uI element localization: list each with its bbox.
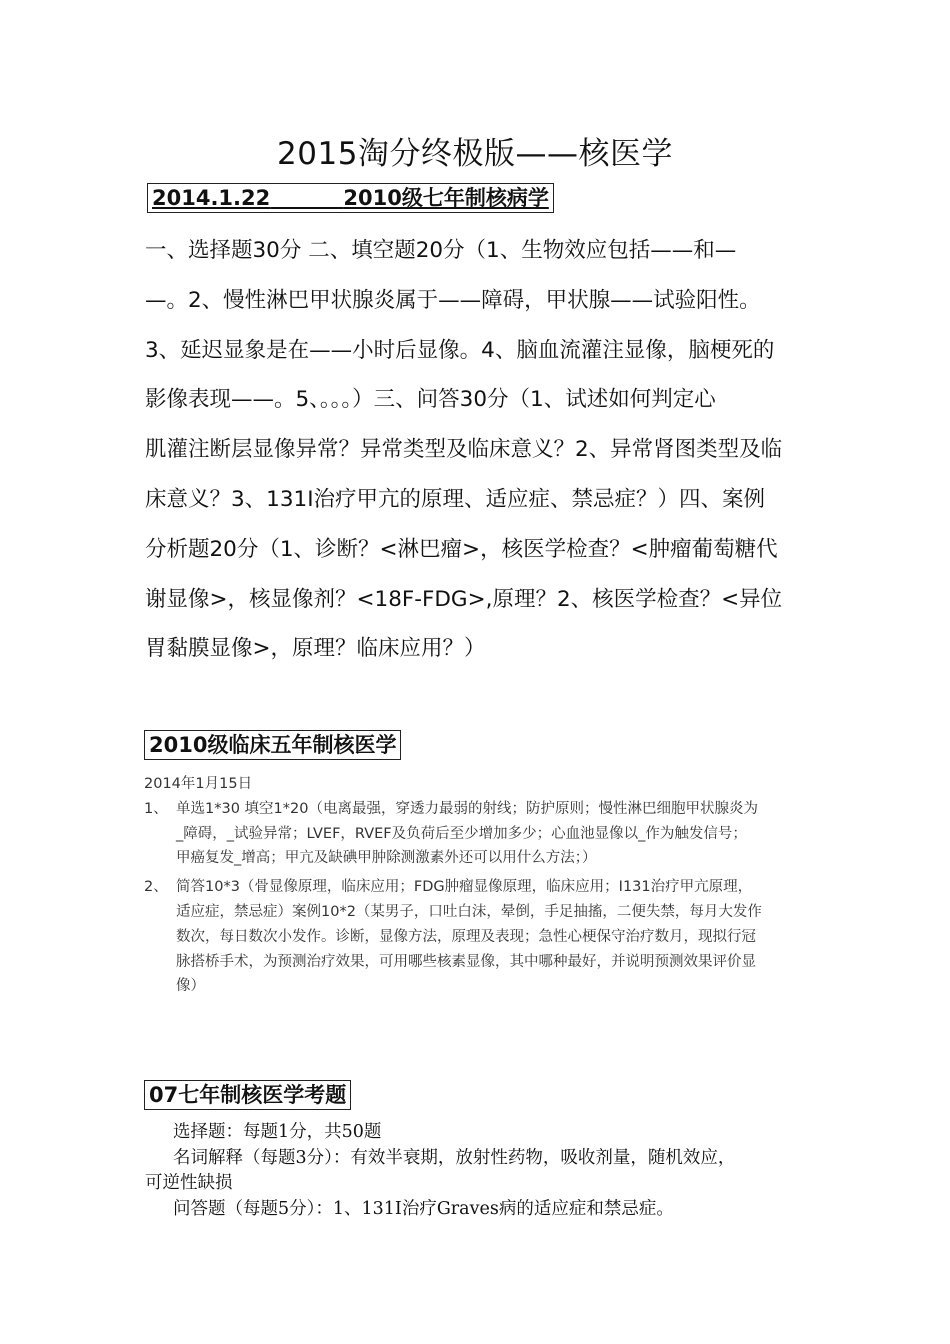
section1-line: 3、延迟显象是在——小时后显像。4、脑血流灌注显像，脑梗死的	[145, 337, 775, 363]
list-item-line: 像）	[176, 978, 205, 995]
list-item-line: 单选1*30 填空1*20（电离最强，穿透力最弱的射线；防护原则；慢性淋巴细胞甲状腺炎为	[176, 800, 758, 817]
section1-heading-gap	[270, 186, 343, 210]
section3-body	[145, 1120, 825, 1222]
section1-line: 谢显像>，核显像剂？<18F-FDG>,原理？2、核医学检查？<异位	[145, 586, 783, 612]
section1-line: 分析题20分（1、诊断？<淋巴瘤>，核医学检查？<肿瘤葡萄糖代	[145, 536, 778, 562]
section2-body	[144, 772, 814, 999]
list-item	[144, 875, 814, 999]
section1-line: 影像表现——。5、。。。）三、问答30分（1、试述如何判定心	[145, 387, 716, 413]
list-item-line: 数次，每日数次小发作。诊断，显像方法，原理及表现；急性心梗保守治疗数月，现拟行冠	[176, 928, 756, 945]
list-item	[144, 797, 814, 871]
section1-heading-title: 2010级七年制核病学	[343, 186, 549, 210]
section1-line: 一、选择题30分 二、填空题20分（1、生物效应包括——和—	[145, 238, 737, 263]
list-item-line: 甲癌复发_增高；甲亢及缺碘甲肿除测激素外还可以用什么方法；）	[176, 850, 597, 867]
section1-line: 床意义？3、131I治疗甲亢的原理、适应症、禁忌症？）四、案例	[145, 486, 766, 512]
section3-line: 选择题：每题1分，共50题	[173, 1122, 382, 1142]
section2-heading: 2010级临床五年制核医学	[144, 730, 401, 760]
list-item-line: 简答10*3（骨显像原理，临床应用；FDG肿瘤显像原理，临床应用；I131治疗甲亢原理，	[176, 879, 753, 896]
list-item-line: 脉搭桥手术，为预测治疗效果，可用哪些核素显像，其中哪种最好，并说明预测效果评价显	[176, 953, 756, 970]
section1-body	[145, 226, 815, 674]
section3-line: 问答题（每题5分）：1、131I治疗Graves病的适应症和禁忌症。	[173, 1198, 674, 1219]
section1-heading	[147, 183, 554, 213]
section1-line: 肌灌注断层显像异常？异常类型及临床意义？2、异常肾图类型及临	[145, 437, 783, 463]
list-item-line: _障碍，_试验异常；LVEF，RVEF及负荷后至少增加多少；心血池显像以_作为触发信号；	[176, 825, 747, 842]
list-item-number: 1、	[144, 800, 168, 817]
list-item-number: 2、	[144, 879, 168, 896]
section3-heading: 07七年制核医学考题	[144, 1080, 351, 1110]
section2-date: 2014年1月15日	[144, 776, 253, 792]
section3-line: 可逆性缺损	[145, 1173, 233, 1193]
section1-heading-date: 2014.1.22	[152, 186, 271, 210]
document-title: 2015淘分终极版——核医学	[277, 136, 673, 172]
list-item-line: 适应症，禁忌症）案例10*2（某男子，口吐白沫，晕倒，手足抽搐，二便失禁，每月大发作	[176, 903, 762, 920]
section1-line: 胃黏膜显像>，原理？临床应用？）	[145, 636, 486, 662]
section3-line: 名词解释（每题3分）：有效半衰期，放射性药物，吸收剂量，随机效应，	[173, 1147, 736, 1168]
section1-line: —。2、慢性淋巴甲状腺炎属于——障碍，甲状腺——试验阳性。	[145, 287, 761, 313]
